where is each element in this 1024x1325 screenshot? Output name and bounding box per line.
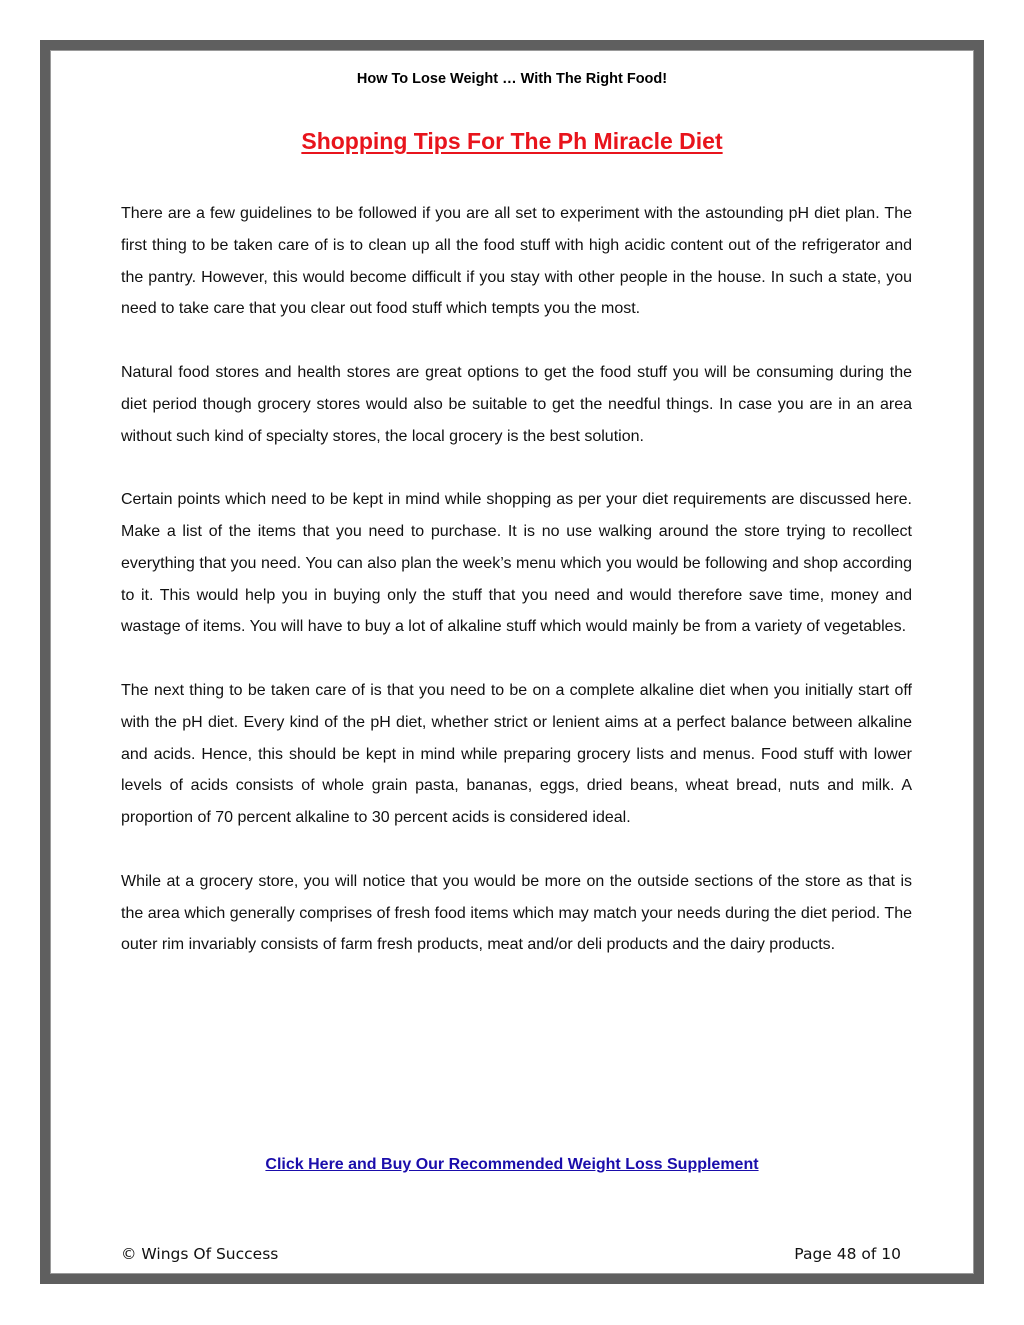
page-frame bbox=[40, 40, 984, 1284]
buy-supplement-link[interactable]: Click Here and Buy Our Recommended Weight Loss Supplement bbox=[265, 1156, 759, 1173]
paragraph: Certain points which need to be kept in mind while shopping as per your diet requirements are discussed here. Make a list of the items that you need to purchase. It is no use walking around the store trying to recollect everything that you need. You can also plan the week’s menu which you would be following and shop according to it. This would help you in buying only the stuff that you need and would therefore save time, money and wastage of items. You will have to buy a lot of alkaline stuff which would mainly be from a variety of vegetables. bbox=[121, 491, 912, 636]
paragraph: Natural food stores and health stores are great options to get the food stuff you will be consuming during the diet period though grocery stores would also be suitable to get the needful things. In case you are in an area without such kind of specialty stores, the local grocery is the best solution. bbox=[121, 363, 912, 445]
paragraph: The next thing to be taken care of is that you need to be on a complete alkaline diet when you initially start off with the pH diet. Every kind of the pH diet, whether strict or lenient aims at a perfect balance between alkaline and acids. Hence, this should be kept in mind while preparing grocery lists and menus. Food stuff with lower levels of acids consists of whole grain pasta, bananas, eggs, dried beans, wheat bread, nuts and milk. A proportion of 70 percent alkaline to 30 percent acids is considered ideal. bbox=[121, 681, 912, 827]
article-body bbox=[121, 198, 912, 993]
footer-page-number: Page 48 of 10 bbox=[794, 1245, 901, 1263]
paragraph: While at a grocery store, you will notice that you would be more on the outside sections of the store as that is the area which generally comprises of fresh food items which may match your needs during the diet period. The outer rim invariably consists of farm fresh products, meat and/or deli products and the dairy products. bbox=[121, 872, 912, 954]
footer-copyright: © Wings Of Success bbox=[121, 1245, 279, 1263]
paragraph: There are a few guidelines to be followed if you are all set to experiment with the astounding pH diet plan. The first thing to be taken care of is to clean up all the food stuff with high acidic content out of the refrigerator and the pantry. However, this would become difficult if you stay with other people in the house. In such a state, you need to take care that you clear out food stuff which tempts you the most. bbox=[121, 205, 912, 318]
running-header: How To Lose Weight … With The Right Food! bbox=[356, 71, 668, 87]
page-title: Shopping Tips For The Ph Miracle Diet bbox=[301, 128, 723, 154]
